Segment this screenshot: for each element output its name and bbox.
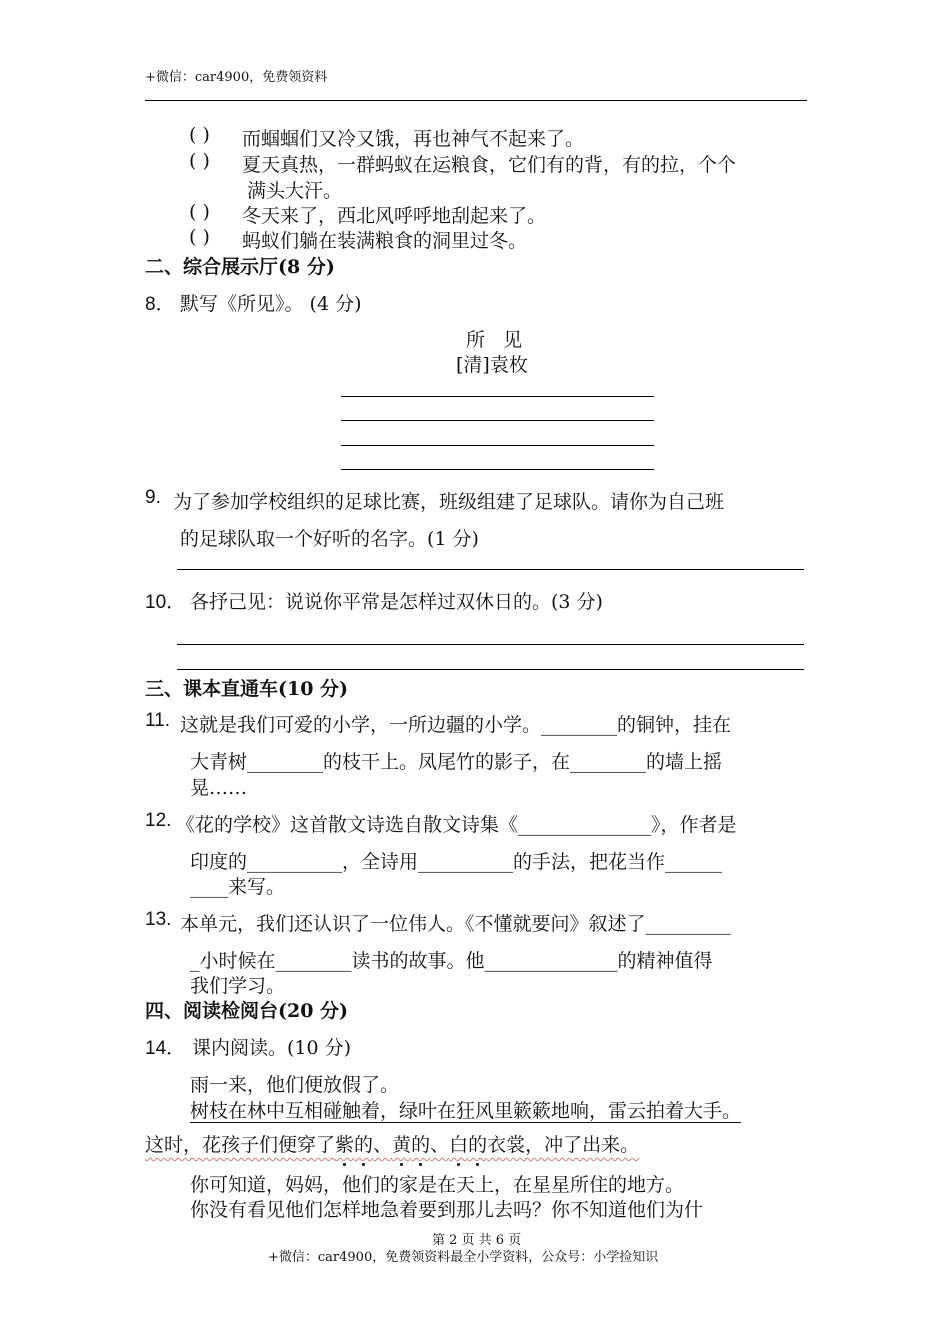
- question-text: 各抒己见：说说你平常是怎样过双休日的。(3 分): [190, 591, 603, 613]
- question-text: 本单元，我们还认识了一位伟人。《不懂就要问》叙述了_________: [180, 913, 732, 935]
- question-text-cont: 印度的__________，全诗用__________的手法，把花当作______: [190, 851, 723, 873]
- dotted-char: 、: [373, 1134, 393, 1156]
- question-number: 14．: [145, 1038, 186, 1059]
- passage-paragraph: 你可知道，妈妈，他们的家是在天上，在星星所住的地方。: [190, 1174, 685, 1196]
- dotted-char: 、: [430, 1134, 450, 1156]
- question-number: 9.: [145, 487, 161, 508]
- passage-paragraph-wavy: [145, 1130, 639, 1157]
- answer-line[interactable]: [177, 669, 804, 670]
- poem-author: [清]袁枚: [456, 354, 528, 376]
- dotted-char: 的: [468, 1134, 488, 1156]
- order-text: 而蝈蝈们又冷又饿，再也神气不起来了。: [242, 128, 585, 150]
- answer-line[interactable]: [177, 644, 804, 645]
- section-title: 三、课本直通车(10 分): [145, 678, 349, 700]
- question-text: 这就是我们可爱的小学，一所边疆的小学。________的铜钟，挂在: [180, 714, 732, 736]
- order-paren: ( ): [189, 150, 210, 172]
- order-text: 冬天来了，西北风呼呼地刮起来了。: [242, 205, 547, 227]
- question-text: 为了参加学校组织的足球比赛，班级组建了足球队。请你为自己班: [173, 491, 725, 513]
- order-text: 蚂蚁们躺在装满粮食的洞里过冬。: [242, 230, 528, 252]
- question-number: 11.: [145, 710, 171, 731]
- question-text-cont: _小时候在________读书的故事。他______________的精神值得: [190, 950, 713, 972]
- dotted-char: 紫: [335, 1134, 355, 1156]
- question-text-cont: 的足球队取一个好听的名字。(1 分): [180, 528, 479, 550]
- order-text-cont: 满头大汗。: [247, 180, 343, 202]
- passage-text: 这时，花孩子们便穿了: [145, 1134, 336, 1156]
- answer-line[interactable]: [341, 396, 654, 397]
- passage-paragraph: 你没有看见他们怎样地急着要到那儿去吗？你不知道他们为什: [190, 1199, 704, 1221]
- question-text-cont: 我们学习。: [190, 975, 286, 997]
- question-text: 默写《所见》。 (4 分): [180, 293, 362, 315]
- question-text-cont: 大青树________的枝干上。凤尾竹的影子，在________的墙上摇: [190, 751, 723, 773]
- passage-dotted-text: [335, 1134, 487, 1156]
- passage-paragraph: 雨一来，他们便放假了。: [190, 1074, 400, 1096]
- header-text: +微信：car4900，免费领资料: [145, 70, 328, 85]
- question-text: 《花的学校》这首散文诗选自散文诗集《______________》，作者是: [176, 814, 737, 836]
- section-title: 二、综合展示厅(8 分): [145, 256, 335, 278]
- page-number: 第 2 页 共 6 页: [432, 1233, 522, 1248]
- answer-line[interactable]: [341, 445, 654, 446]
- dotted-char: 黄: [392, 1134, 412, 1156]
- question-number: 12.: [145, 810, 172, 831]
- question-text-cont: 晃……: [190, 777, 248, 799]
- passage-text: 衣裳，冲了出来。: [487, 1134, 640, 1156]
- order-paren: ( ): [189, 201, 210, 223]
- dotted-char: 白: [449, 1134, 469, 1156]
- question-number: 8．: [145, 294, 175, 315]
- dotted-char: 的: [354, 1134, 374, 1156]
- order-text: 夏天真热，一群蚂蚁在运粮食，它们有的背，有的拉，个个: [242, 154, 737, 176]
- answer-line[interactable]: [341, 420, 654, 421]
- question-text: 课内阅读。(10 分): [192, 1037, 352, 1059]
- passage-paragraph-underlined: 树枝在林中互相碰触着，绿叶在狂风里簌簌地响，雷云拍着大手。: [190, 1100, 742, 1122]
- question-text-cont: ____来写。: [190, 876, 286, 898]
- question-number: 13.: [145, 909, 172, 930]
- answer-line[interactable]: [177, 569, 804, 570]
- dotted-char: 的: [411, 1134, 431, 1156]
- order-paren: ( ): [189, 226, 210, 248]
- question-number: 10．: [145, 592, 186, 613]
- order-paren: ( ): [189, 124, 210, 146]
- dotted-emphasis: [335, 1134, 487, 1156]
- poem-title: 所 见: [466, 329, 523, 351]
- footer-text: +微信：car4900，免费领资料最全小学资料，公众号：小学捡知识: [268, 1250, 659, 1265]
- section-title: 四、阅读检阅台(20 分): [145, 1000, 349, 1022]
- answer-line[interactable]: [341, 469, 654, 470]
- header-divider: [145, 100, 807, 101]
